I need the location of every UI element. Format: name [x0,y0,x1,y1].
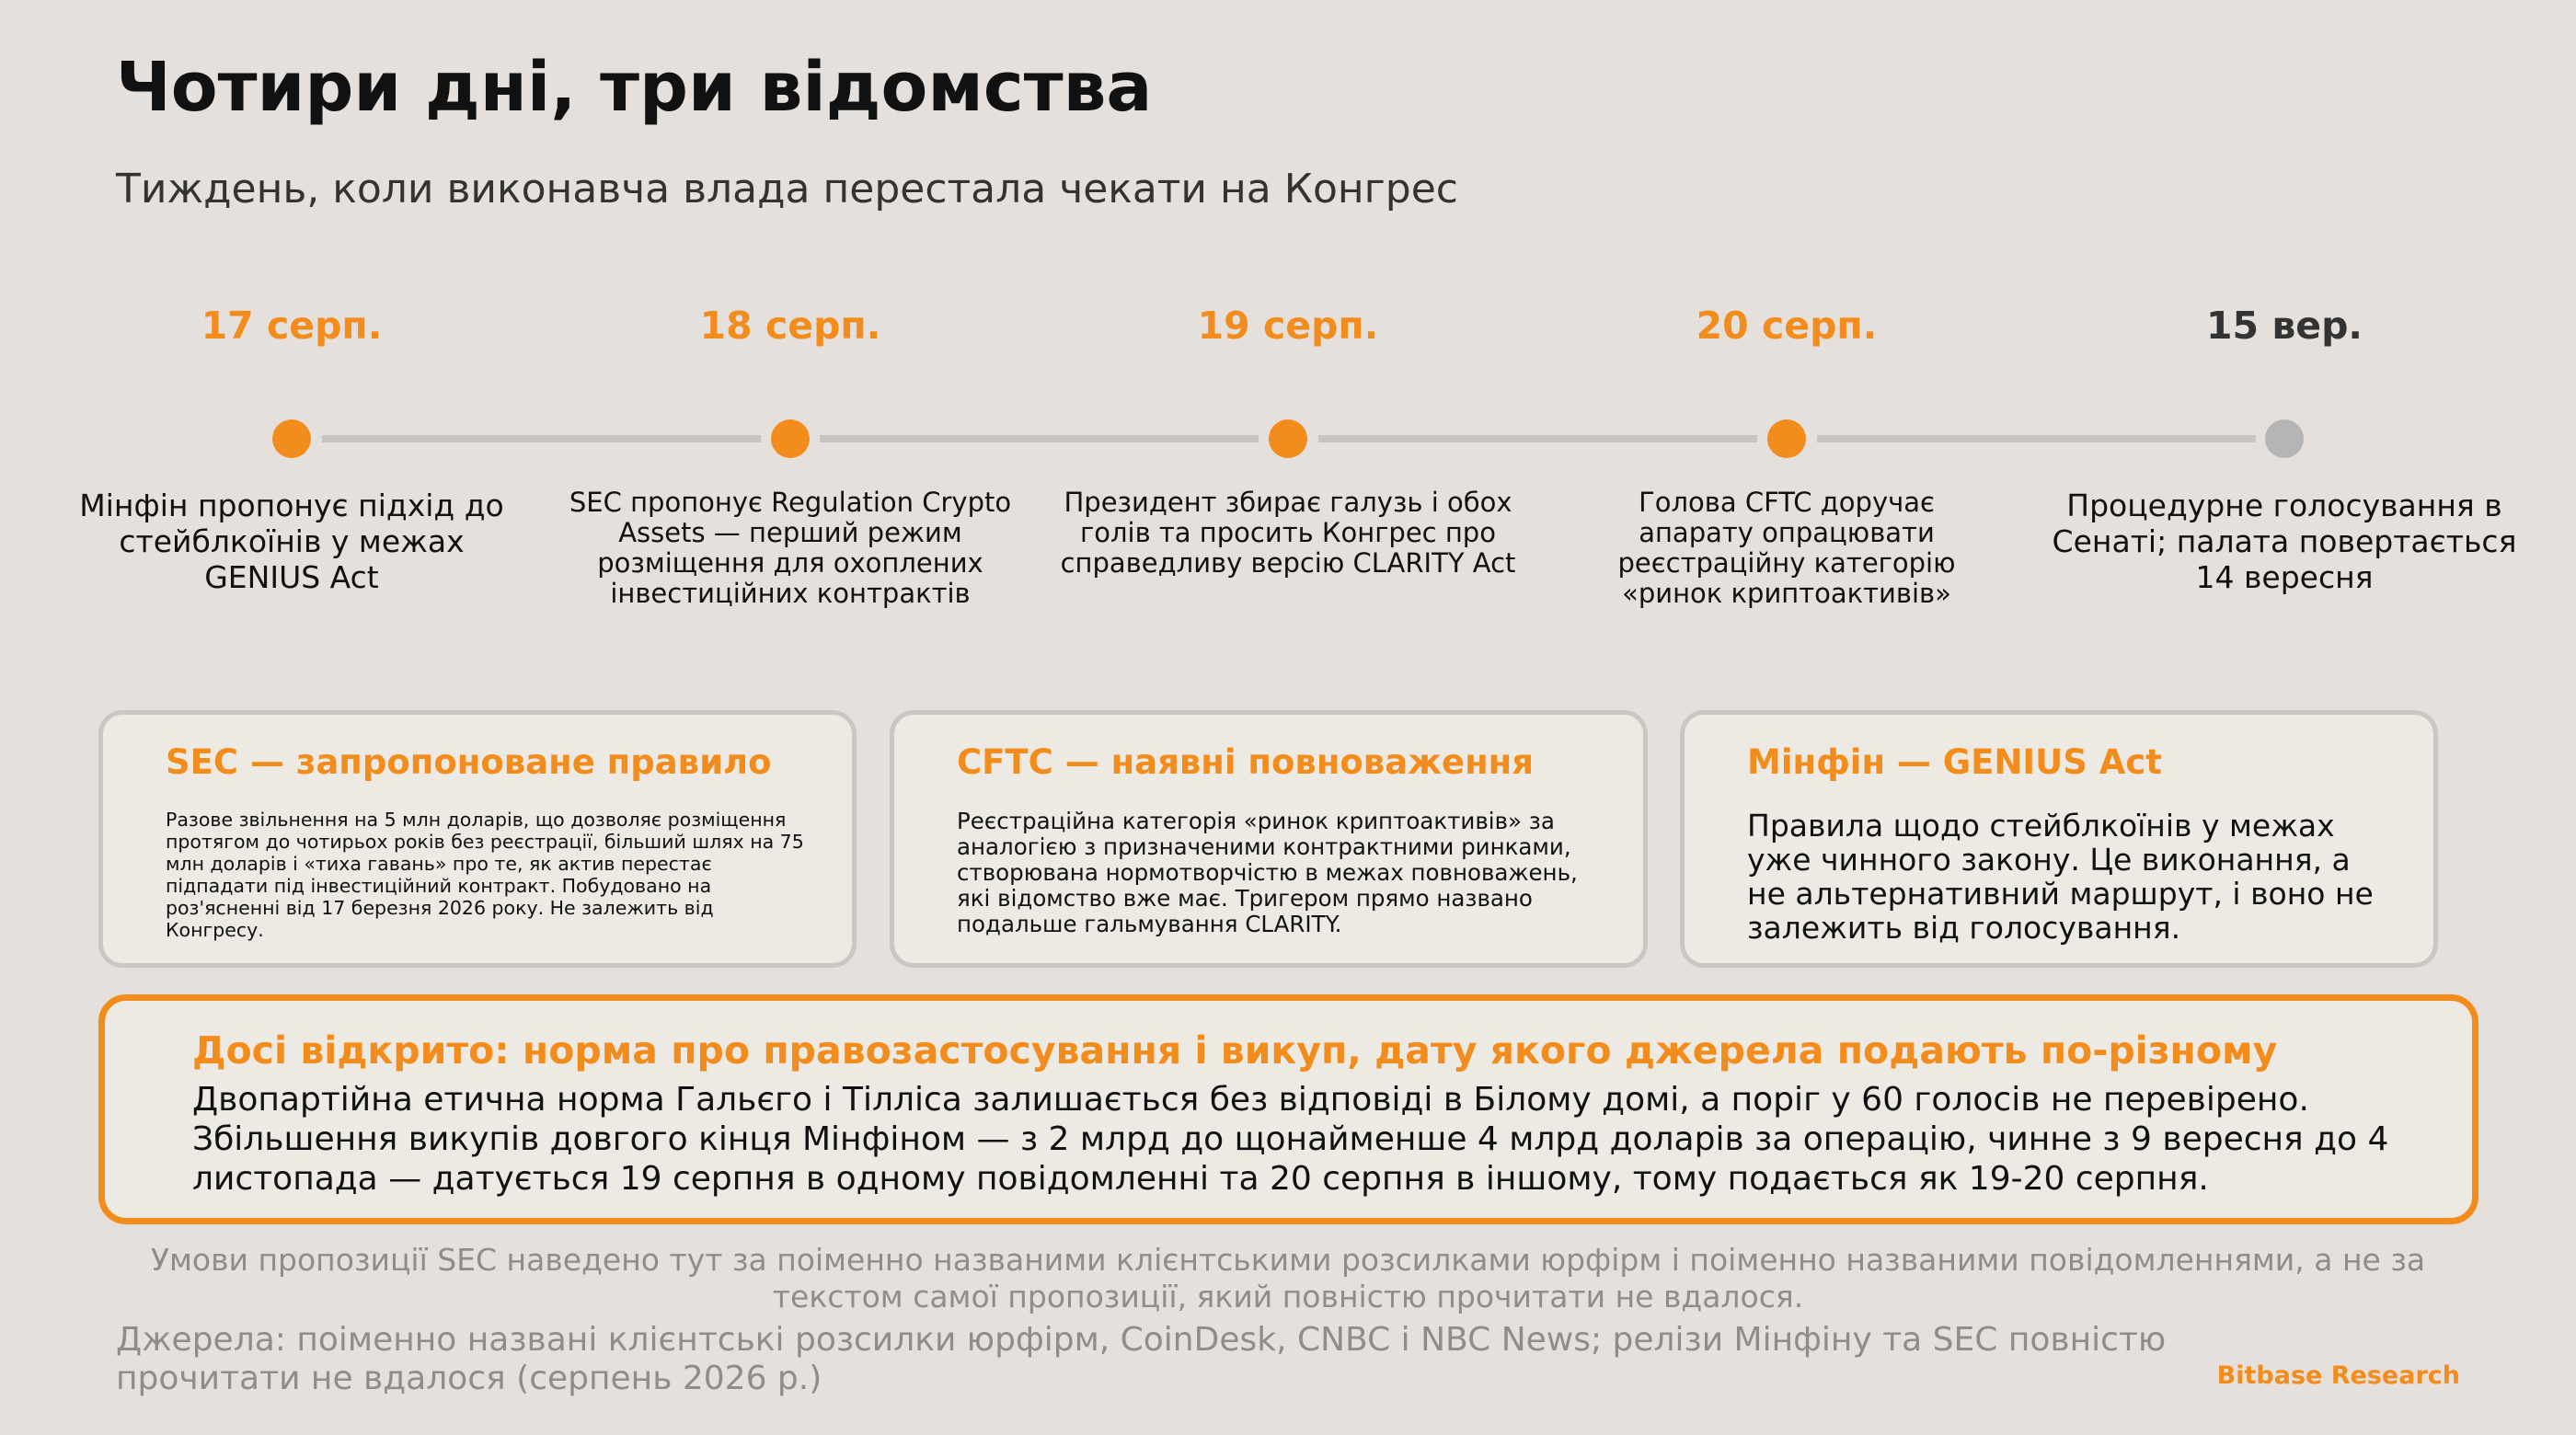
timeline-connector [1318,435,1757,442]
card-body: Реєстраційна категорія «ринок криптоактивів» за аналогією з призначеними контрактними ринками, створювана нормотворчістю в межах повноважень, які відомство вже має. Тригером прямо названо подальше гальмування CLARITY. [957,808,1578,937]
card-body: Правила щодо стейблкоїнів у межах уже чинного закону. Це виконання, а не альтернативний маршрут, і воно не залежить від голосування. [1747,808,2374,946]
timeline-dot [272,419,311,458]
card-sec [98,710,857,968]
card-title: Мінфін — GENIUS Act [1747,742,2162,782]
card-title: CFTC — наявні повноваження [957,742,1534,782]
open-issues-box [98,994,2478,1224]
timeline-event-text: Мінфін пропонує підхід до стейблкоїнів у межах GENIUS Act [79,488,504,595]
timeline-connector [820,435,1259,442]
brand-logo: Bitbase Research [2216,1361,2460,1390]
timeline-connector [1817,435,2256,442]
card-title: SEC — запропоноване правило [166,742,772,782]
timeline-event-text: SEC пропонує Regulation Crypto Assets — перший режим розміщення для охоплених інвестиційних контрактів [569,487,1012,609]
page-subtitle: Тиждень, коли виконавча влада перестала чекати на Конгрес [116,166,1458,212]
timeline-event-text: Президент збирає галузь і обох голів та просить Конгрес про справедливу версію CLARITY Act [1060,487,1516,579]
timeline [0,0,2576,644]
open-issues-body: Двопартійна етична норма Гальєго і Тілліса залишається без відповіді в Білому домі, а поріг у 60 голосів не перевірено. Збільшення викупів довгого кінця Мінфіном — з 2 млрд до щонайменше 4 млрд доларів за операцію, чинне з 9 вересня до 4 листопада — датується 19 серпня в одному повідомленні та 20 серпня в іншому, тому подається як 19-20 серпня. [192,1081,2389,1198]
card-treasury [1680,710,2438,968]
timeline-dot [771,419,810,458]
timeline-date: 19 серп. [1197,304,1379,348]
card-cftc [890,710,1648,968]
page-title: Чотири дні, три відомства [116,48,1153,127]
sources: Джерела: поіменно названі клієнтські розсилки юрфірм, CoinDesk, CNBC і NBC News; релізи Мінфіну та SEC повністю прочитати не вдалося (серпень 2026 р.) [116,1321,2167,1397]
timeline-date: 17 серп. [201,304,383,348]
footnote: Умови пропозиції SEC наведено тут за поіменно названими клієнтськими розсилками юрфірм і поіменно названими повідомленнями, а не за текстом самої пропозиції, який повністю прочитати не вдалося. [150,1242,2426,1314]
timeline-dot [1269,419,1307,458]
open-issues-title: Досі відкрито: норма про правозастосування і викуп, дату якого джерела подають по-різному [192,1028,2278,1073]
card-body: Разове звільнення на 5 млн доларів, що дозволяє розміщення протягом до чотирьох років без реєстрації, більший шлях на 75 млн доларів і «тиха гавань» про те, як актив перестає підпадати під інвестиційний контракт. Побудовано на роз'ясненні від 17 березня 2026 року. Не залежить від Конгресу. [166,809,804,941]
timeline-date: 15 вер. [2205,304,2363,348]
timeline-date: 18 серп. [699,304,881,348]
timeline-event-text: Голова CFTC доручає апарату опрацювати реєстраційну категорію «ринок криптоактивів» [1617,487,1956,609]
timeline-dot [1767,419,1806,458]
timeline-event-text: Процедурне голосування в Сенаті; палата повертається 14 вересня [2052,488,2517,595]
timeline-connector [322,435,761,442]
timeline-date: 20 серп. [1696,304,1878,348]
timeline-dot-future [2265,419,2304,458]
